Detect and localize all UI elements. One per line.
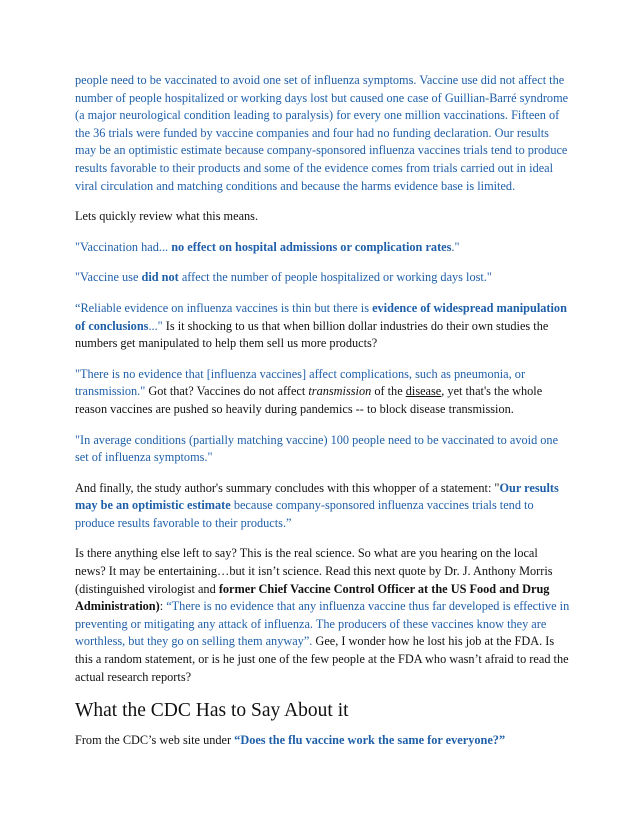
- quote-2-post: affect the number of people hospitalized or working days lost.": [178, 270, 492, 285]
- quote-4-comment-post: , yet that's the whole reason vaccines are pushed so heavily during pandemics -- to block disease transmission.: [75, 384, 543, 416]
- real-science-paragraph: [75, 545, 570, 686]
- real-science-pre: Is there anything else left to say? This is the real science. So what are you hearing on the local news? It may be entertaining…but it isn’t science. Read this next quote by Dr. J. Anthony Morris (distinguished virologist and: [75, 546, 553, 596]
- quote-4-italic: transmission: [308, 384, 372, 399]
- cdc-pre: From the CDC’s web site under: [75, 733, 235, 748]
- quote-3-bold: evidence of widespread manipulation of conclusions: [75, 300, 567, 333]
- quote-1-post: .": [451, 239, 460, 254]
- disease-link[interactable]: disease: [405, 384, 442, 399]
- summary-paragraph: [75, 480, 570, 533]
- quote-3-post: ...": [148, 318, 163, 333]
- cdc-paragraph: [75, 732, 570, 750]
- cdc-heading: What the CDC Has to Say About it: [75, 700, 349, 722]
- quote-2: [75, 269, 570, 287]
- review-intro: Lets quickly review what this means.: [75, 209, 259, 224]
- quote-3: [75, 300, 570, 353]
- quote-4-comment-mid: of the: [371, 384, 406, 399]
- quote-5: "In average conditions (partially matching vaccine) 100 people need to be vaccinated to avoid one set of influenza symptoms.": [75, 432, 559, 465]
- quote-4-text: "There is no evidence that [influenza vaccines] affect complications, such as pneumonia, or transmission.": [75, 366, 526, 399]
- quote-2-bold: did not: [141, 270, 179, 285]
- quote-4-comment-pre: Got that? Vaccines do not affect: [145, 384, 309, 399]
- cdc-quote: “Does the flu vaccine work the same for everyone?”: [234, 733, 506, 748]
- real-science-bold: former Chief Vaccine Control Officer at the US Food and Drug Administration): [75, 581, 550, 614]
- quote-3-comment: Is it shocking to us that when billion dollar industries do their own studies the numbers get manipulated to help them sell us more products?: [75, 318, 549, 351]
- summary-post: because company-sponsored influenza vaccines trials tend to produce results favorable to their products.”: [75, 498, 534, 530]
- quote-3-pre: “Reliable evidence on influenza vaccines is thin but there is: [75, 300, 373, 315]
- real-science-colon: :: [159, 599, 164, 614]
- quote-2-pre: "Vaccine use: [75, 270, 142, 285]
- quote-1: [75, 239, 570, 257]
- quote-1-pre: "Vaccination had...: [75, 239, 172, 254]
- intro-paragraph: people need to be vaccinated to avoid one set of influenza symptoms. Vaccine use did not affect the number of people hospitalized or working days lost but caused one case of Guillian-Barré syndrome (a major neurological condition leading to paralysis) for every one million vaccinations. Fifteen of the 36 trials were funded by vaccine companies and four had no funding declaration. Our results may be an optimistic estimate because company-sponsored influenza vaccines trials tend to produce results favorable to their products and some of the evidence comes from trials carried out in ideal viral circulation and matching conditions and because the harms evidence base is limited.: [75, 73, 569, 193]
- summary-bold: Our results may be an optimistic estimate: [75, 480, 559, 513]
- real-science-post: Gee, I wonder how he lost his job at the FDA. Is this a random statement, or is he just one of the few people at the FDA who wasn’t afraid to read the actual research reports?: [75, 634, 569, 684]
- document-page: [75, 72, 570, 763]
- morris-quote: “There is no evidence that any influenza vaccine thus far developed is effective in preventing or mitigating any attack of influenza. The producers of these vaccines know they are worthless, but they go on selling them anyway”.: [75, 599, 570, 649]
- summary-pre: And finally, the study author's summary concludes with this whopper of a statement: ": [75, 480, 500, 495]
- quote-1-bold: no effect on hospital admissions or complication rates: [171, 239, 452, 254]
- quote-4: [75, 366, 570, 419]
